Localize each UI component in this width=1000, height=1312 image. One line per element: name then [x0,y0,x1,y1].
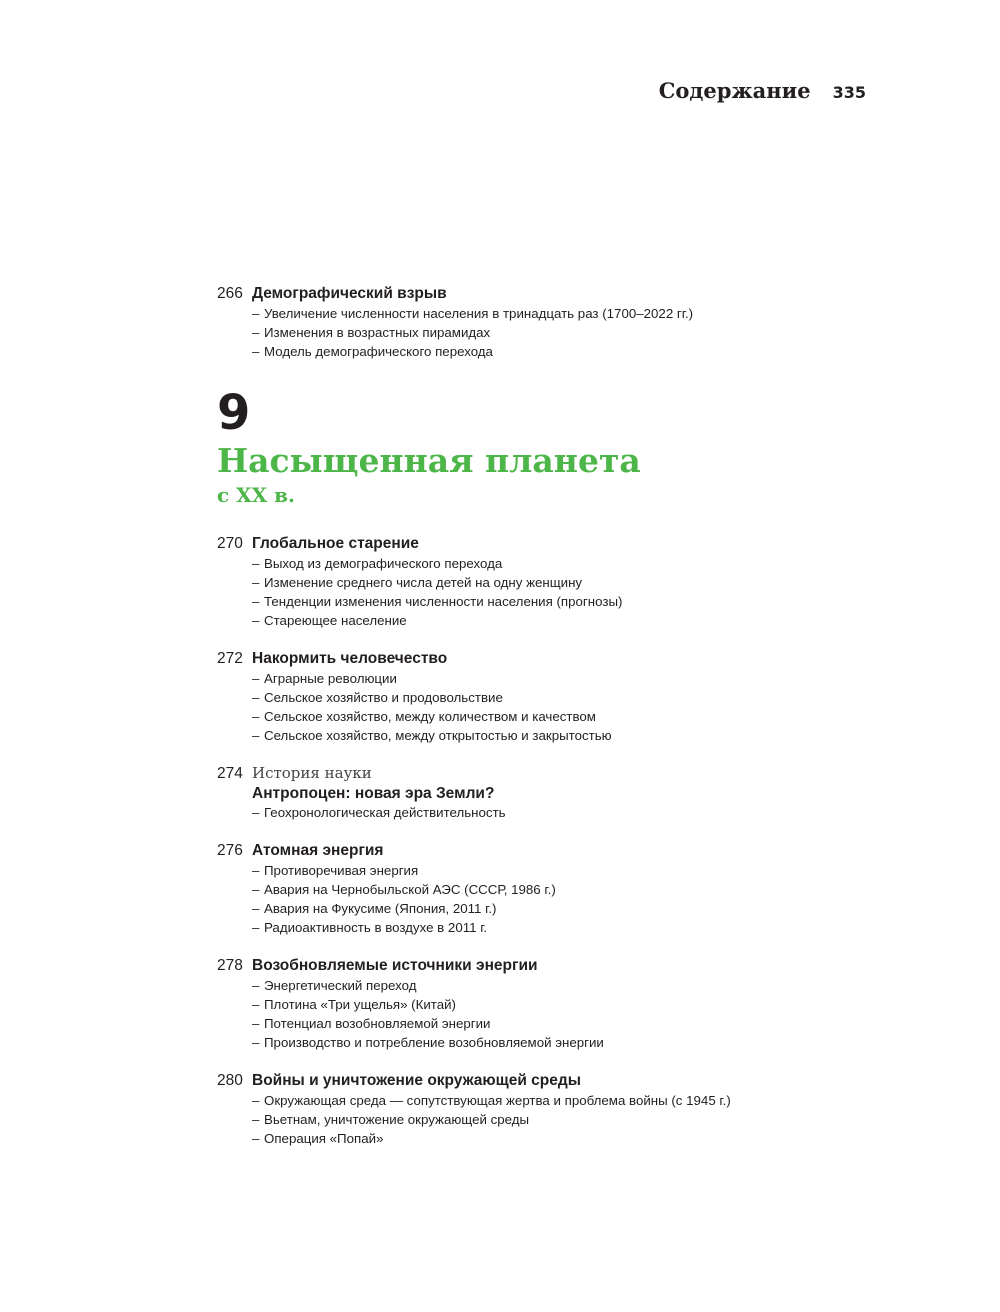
toc-subitem: – Аграрные революции [252,670,397,686]
toc-page-number: 270 [217,535,243,552]
toc-entry-kicker: История науки [252,764,372,782]
toc-page-number: 280 [217,1072,243,1089]
toc-entry-heading[interactable] [217,841,917,861]
toc-subitem: – Сельское хозяйство, между открытостью и закрытостью [252,728,612,744]
toc-subitem: – Операция «Попай» [252,1131,384,1147]
toc-subitem: – Сельское хозяйство и продовольствие [252,689,503,705]
toc-entry-heading[interactable] [217,649,917,669]
toc-subitems [217,554,917,631]
toc-entry-title: Возобновляемые источники энергии [252,957,538,974]
toc-entry-title: Демографический взрыв [252,285,447,302]
toc-page-number: 278 [217,957,243,974]
chapter-heading [217,386,641,508]
toc-subitems [217,1091,917,1149]
toc-entry-heading[interactable] [217,1071,917,1091]
toc-subitem: – Выход из демографического перехода [252,555,503,571]
toc-entry-title: Глобальное старение [252,535,419,552]
toc-subitem: – Потенциал возобновляемой энергии [252,1016,491,1032]
toc-page-number: 274 [217,765,243,782]
toc-subitem: – Изменение среднего числа детей на одну женщину [252,574,583,590]
toc-entry-278 [217,956,917,1053]
toc-subitems [217,976,917,1053]
toc-entry-266 [217,284,917,361]
toc-subitem: – Плотина «Три ущелья» (Китай) [252,996,456,1012]
chapter-subtitle: с XX в. [217,483,295,507]
toc-entry-276 [217,841,917,938]
toc-subitems [217,669,917,746]
toc-entry-title: Войны и уничтожение окружающей среды [252,1072,581,1089]
toc-subitem: – Авария на Фукусиме (Япония, 2011 г.) [252,901,497,917]
toc-entry-heading[interactable] [217,284,917,304]
running-header [659,78,866,103]
toc-entry-heading[interactable] [217,956,917,976]
toc-entry-274 [217,764,917,822]
toc-entry-title: Атомная энергия [252,842,384,859]
toc-entry-heading[interactable] [217,534,917,554]
toc-entry-heading[interactable] [217,764,917,784]
chapter-number: 9 [217,385,251,441]
toc-subitem: – Геохронологическая действительность [252,805,506,820]
toc-subitem: – Производство и потребление возобновляемой энергии [252,1035,604,1051]
toc-subitem: – Энергетический переход [252,977,417,993]
toc-subitems [217,803,917,822]
toc-subitems [217,304,917,362]
toc-subitem: – Увеличение численности населения в тринадцать раз (1700–2022 гг.) [252,305,694,321]
toc-subitem: – Модель демографического перехода [252,344,493,360]
toc-entry-280 [217,1071,917,1148]
toc-page-number: 276 [217,842,243,859]
toc-subitem: – Сельское хозяйство, между количеством и качеством [252,709,596,725]
toc-subitems [217,861,917,938]
toc-subitem: – Противоречивая энергия [252,862,419,878]
toc-entry-272 [217,649,917,746]
toc-subitem: – Окружающая среда — сопутствующая жертва и проблема войны (с 1945 г.) [252,1092,731,1108]
header-title: Содержание [658,78,811,103]
toc-page-number: 266 [217,285,243,302]
toc-entry-title: Накормить человечество [252,650,448,667]
toc-page-number: 272 [217,650,243,667]
toc-entry-title: Антропоцен: новая эра Земли? [252,784,495,802]
toc-subitem: – Стареющее население [252,613,407,629]
toc-entry-270 [217,534,917,631]
toc-subitem: – Вьетнам, уничтожение окружающей среды [252,1111,530,1127]
page-number: 335 [832,83,866,102]
toc-subitem: – Изменения в возрастных пирамидах [252,324,491,340]
toc-subitem: – Тенденции изменения численности населения (прогнозы) [252,594,623,610]
toc-subitem: – Радиоактивность в воздухе в 2011 г. [252,920,488,936]
chapter-title: Насыщенная планета [217,441,641,480]
toc-subitem: – Авария на Чернобыльской АЭС (СССР, 1986 г.) [252,881,556,897]
